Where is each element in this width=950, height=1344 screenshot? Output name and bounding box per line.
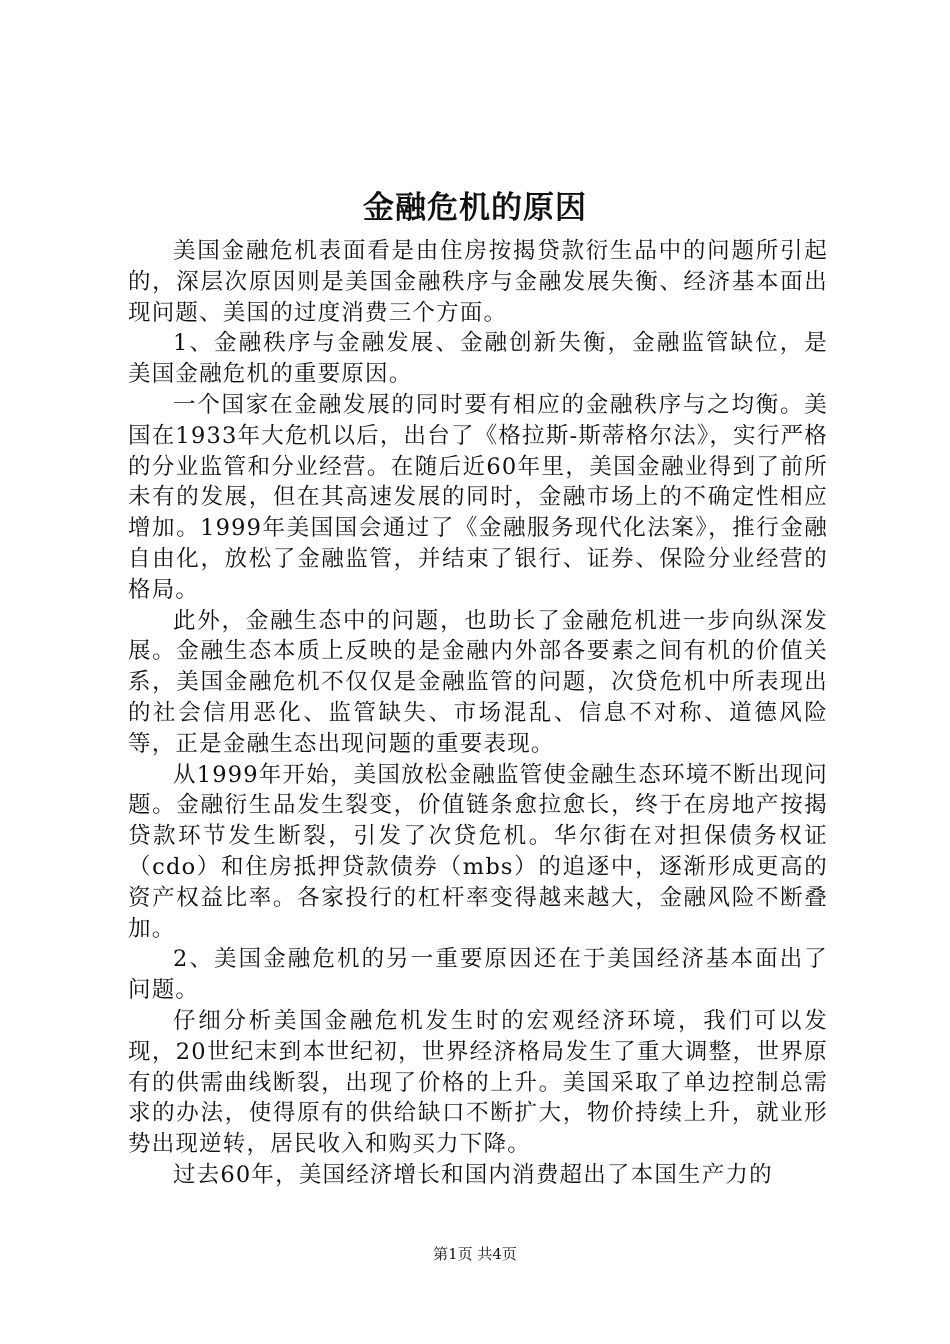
paragraph: 从1999年开始，美国放松金融监管使金融生态环境不断出现问题。金融衍生品发生裂变，价值链条愈拉愈长，终于在房地产按揭贷款环节发生断裂，引发了次贷危机。华尔街在对担保债务权证（cdo）和住房抵押贷款债券（mbs）的追逐中，逐渐形成更高的资产权益比率。各家投行的杠杆率变得越来越大，金融风险不断叠加。 [128, 761, 828, 942]
document-body [128, 236, 828, 1191]
paragraph: 2、美国金融危机的另一重要原因还在于美国经济基本面出了问题。 [128, 946, 828, 1004]
paragraph: 美国金融危机表面看是由住房按揭贷款衍生品中的问题所引起的，深层次原因则是美国金融秩序与金融发展失衡、经济基本面出现问题、美国的过度消费三个方面。 [128, 238, 828, 326]
page-footer: 第1页 共4页 [433, 1245, 517, 1263]
paragraph: 仔细分析美国金融危机发生时的宏观经济环境，我们可以发现，20世纪末到本世纪初，世界经济格局发生了重大调整，世界原有的供需曲线断裂，出现了价格的上升。美国采取了单边控制总需求的办法，使得原有的供给缺口不断扩大，物价持续上升，就业形势出现逆转，居民收入和购买力下降。 [128, 1007, 828, 1158]
paragraph: 一个国家在金融发展的同时要有相应的金融秩序与之均衡。美国在1933年大危机以后，出台了《格拉斯-斯蒂格尔法》，实行严格的分业监管和分业经营。在随后近60年里，美国金融业得到了前所未有的发展，但在其高速发展的同时，金融市场上的不确定性相应增加。1999年美国国会通过了《金融服务现代化法案》，推行金融自由化，放松了金融监管，并结束了银行、证券、保险分业经营的格局。 [128, 391, 828, 603]
paragraph: 1、金融秩序与金融发展、金融创新失衡，金融监管缺位，是美国金融危机的重要原因。 [128, 330, 828, 388]
paragraph: 过去60年，美国经济增长和国内消费超出了本国生产力的 [173, 1161, 773, 1188]
paragraph: 此外，金融生态中的问题，也助长了金融危机进一步向纵深发展。金融生态本质上反映的是金融内外部各要素之间有机的价值关系，美国金融危机不仅仅是金融监管的问题，次贷危机中所表现出的社会信用恶化、监管缺失、市场混乱、信息不对称、道德风险等，正是金融生态出现问题的重要表现。 [128, 607, 828, 757]
document-title: 金融危机的原因 [363, 190, 587, 226]
